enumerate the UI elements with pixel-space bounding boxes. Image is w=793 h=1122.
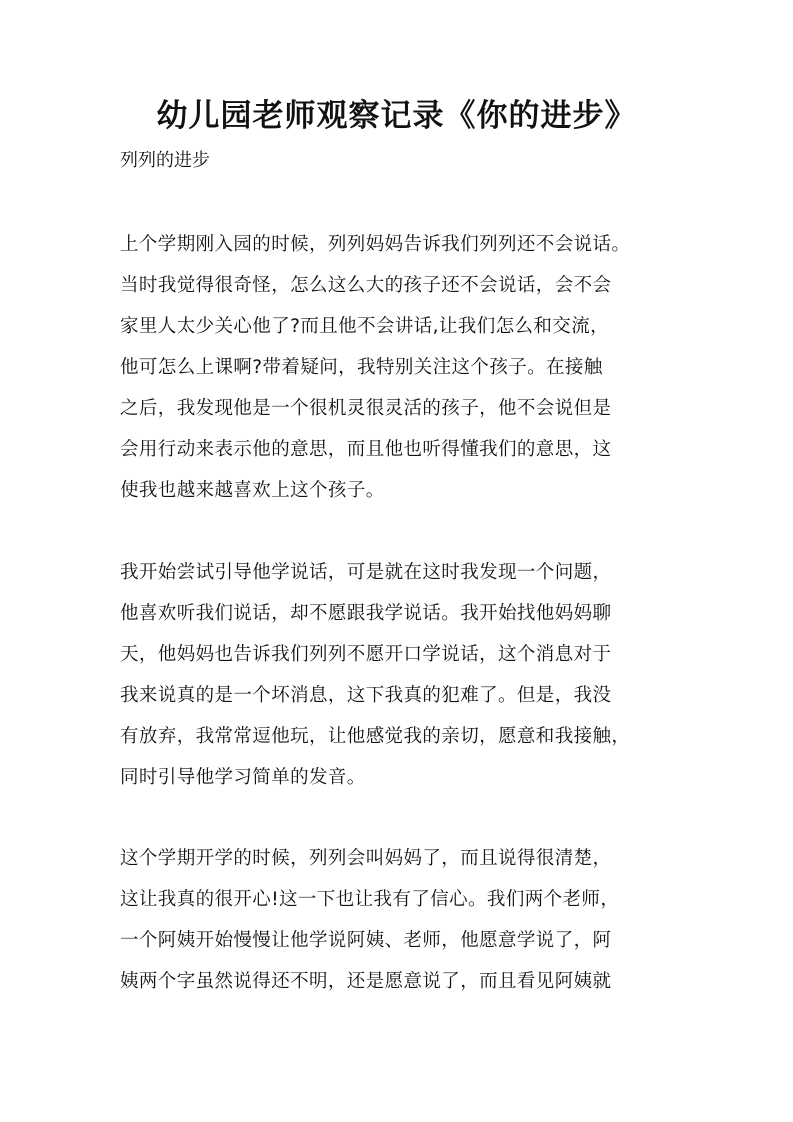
paragraph-2 <box>120 552 690 798</box>
paragraph-line: 这让我真的很开心!这一下也让我有了信心。我们两个老师， <box>120 889 620 910</box>
paragraph-line: 天，他妈妈也告诉我们列列不愿开口学说话，这个消息对于 <box>120 644 612 665</box>
paragraph-line: 我来说真的是一个坏消息，这下我真的犯难了。但是，我没 <box>120 685 612 706</box>
paragraph-line: 有放弃，我常常逗他玩，让他感觉我的亲切，愿意和我接触， <box>120 726 631 747</box>
paragraph-line: 姨两个字虽然说得还不明，还是愿意说了，而且看见阿姨就 <box>120 971 612 992</box>
paragraph-3 <box>120 838 690 1002</box>
paragraph-line: 上个学期刚入园的时候，列列妈妈告诉我们列列还不会说话。 <box>120 234 631 255</box>
paragraph-line: 他可怎么上课啊?带着疑问，我特别关注这个孩子。在接触 <box>120 357 603 378</box>
paragraph-line: 当时我觉得很奇怪，怎么这么大的孩子还不会说话，会不会 <box>120 275 612 296</box>
paragraph-line: 这个学期开学的时候，列列会叫妈妈了，而且说得很清楚， <box>120 848 612 869</box>
document-subtitle: 列列的进步 <box>120 150 210 171</box>
paragraph-line: 一个阿姨开始慢慢让他学说阿姨、老师，他愿意学说了，阿 <box>120 930 612 951</box>
paragraph-line: 同时引导他学习简单的发音。 <box>120 767 366 788</box>
document-title: 幼儿园老师观察记录《你的进步》 <box>156 98 637 134</box>
paragraph-line: 使我也越来越喜欢上这个孩子。 <box>120 480 385 501</box>
paragraph-1 <box>120 224 690 511</box>
paragraph-line: 我开始尝试引导他学说话，可是就在这时我发现一个问题， <box>120 562 612 583</box>
paragraph-line: 家里人太少关心他了?而且他不会讲话,让我们怎么和交流， <box>120 316 610 337</box>
paragraph-line: 之后，我发现他是一个很机灵很灵活的孩子，他不会说但是 <box>120 398 612 419</box>
paragraph-line: 会用行动来表示他的意思，而且他也听得懂我们的意思，这 <box>120 439 612 460</box>
paragraph-line: 他喜欢听我们说话，却不愿跟我学说话。我开始找他妈妈聊 <box>120 603 612 624</box>
